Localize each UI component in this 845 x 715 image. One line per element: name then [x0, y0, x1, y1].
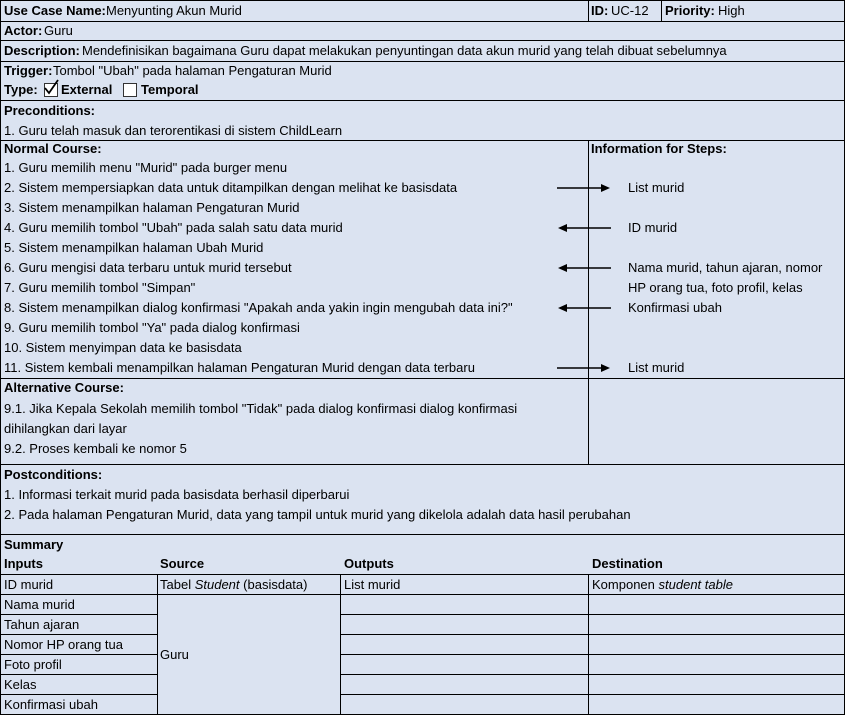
info-step-8: Konfirmasi ubah	[628, 300, 722, 315]
source-italic: Student	[194, 577, 240, 592]
arrow-left-icon	[557, 222, 611, 234]
normal-step: 1. Guru memilih menu "Murid" pada burger menu	[4, 160, 288, 175]
info-step-2: List murid	[628, 180, 685, 195]
checkmark-icon	[44, 81, 58, 95]
border-line	[340, 694, 845, 695]
actor-label: Actor:	[4, 23, 43, 38]
source-suffix: (basisdata)	[243, 577, 308, 592]
summary-input: ID murid	[4, 577, 54, 592]
id-value: UC-12	[611, 3, 649, 18]
summary-input: Foto profil	[4, 657, 62, 672]
border-line	[0, 40, 845, 41]
border-line	[0, 634, 157, 635]
info-step-6-cont: HP orang tua, foto profil, kelas	[628, 280, 803, 295]
border-line	[0, 694, 157, 695]
border-line	[0, 61, 845, 62]
border-line	[340, 614, 845, 615]
destination-italic: student table	[658, 577, 733, 592]
normal-step: 9. Guru memilih tombol "Ya" pada dialog konfirmasi	[4, 320, 300, 335]
priority-label: Priority:	[665, 3, 715, 18]
summary-destination	[592, 577, 733, 593]
normal-course-label: Normal Course:	[4, 141, 102, 156]
border-line	[340, 674, 845, 675]
border-line	[340, 574, 341, 715]
trigger-label: Trigger:	[4, 63, 53, 78]
border-line	[661, 0, 662, 21]
external-label: External	[61, 82, 113, 97]
border-line	[0, 21, 845, 22]
alternative-line: dihilangkan dari layar	[4, 421, 127, 436]
alternative-line: 9.1. Jika Kepala Sekolah memilih tombol "Tidak" pada dialog konfirmasi dialog konfirmasi	[4, 401, 518, 416]
postcondition-item: 1. Informasi terkait murid pada basisdata berhasil diperbarui	[4, 487, 350, 502]
destination-prefix: Komponen	[592, 577, 655, 592]
actor-value: Guru	[44, 23, 73, 38]
summary-input: Konfirmasi ubah	[4, 697, 98, 712]
arrow-right-icon	[557, 362, 611, 374]
border-line	[340, 654, 845, 655]
summary-source-merged: Guru	[160, 647, 189, 662]
summary-header-destination: Destination	[592, 556, 663, 571]
use-case-name-label: Use Case Name:	[4, 3, 106, 18]
border-line	[0, 0, 1, 715]
border-line	[0, 674, 157, 675]
description-label: Description:	[4, 43, 80, 58]
normal-step: 10. Sistem menyimpan data ke basisdata	[4, 340, 242, 355]
info-step-6: Nama murid, tahun ajaran, nomor	[628, 260, 823, 275]
description-value: Mendefinisikan bagaimana Guru dapat melakukan penyuntingan data akun murid yang telah dibuat sebelumnya	[82, 43, 727, 58]
info-for-steps-label: Information for Steps:	[591, 141, 727, 156]
temporal-checkbox[interactable]	[123, 83, 137, 97]
use-case-name-value: Menyunting Akun Murid	[106, 3, 242, 18]
border-line	[0, 594, 845, 595]
summary-input: Nama murid	[4, 597, 75, 612]
border-line	[0, 0, 845, 1]
border-line	[340, 634, 845, 635]
external-checkbox[interactable]	[44, 83, 58, 97]
id-label: ID:	[591, 3, 609, 18]
arrow-left-icon	[557, 302, 611, 314]
normal-step: 7. Guru memilih tombol "Simpan"	[4, 280, 196, 295]
summary-source	[160, 577, 307, 593]
summary-input: Nomor HP orang tua	[4, 637, 123, 652]
info-step-11: List murid	[628, 360, 685, 375]
border-line	[0, 100, 845, 101]
summary-output: List murid	[344, 577, 401, 592]
postcondition-item: 2. Pada halaman Pengaturan Murid, data yang tampil untuk murid yang dikelola adalah data hasil perubahan	[4, 507, 631, 522]
precondition-item: 1. Guru telah masuk dan terorentikasi di sistem ChildLearn	[4, 123, 343, 138]
normal-step: 4. Guru memilih tombol "Ubah" pada salah satu data murid	[4, 220, 343, 235]
summary-header-source: Source	[160, 556, 205, 571]
border-line	[157, 574, 158, 715]
info-step-4: ID murid	[628, 220, 678, 235]
border-line	[0, 654, 157, 655]
source-prefix: Tabel	[160, 577, 192, 592]
normal-step: 6. Guru mengisi data terbaru untuk murid tersebut	[4, 260, 292, 275]
arrow-right-icon	[557, 182, 611, 194]
border-line	[588, 0, 589, 21]
normal-step: 3. Sistem menampilkan halaman Pengaturan Murid	[4, 200, 300, 215]
summary-header-inputs: Inputs	[4, 556, 43, 571]
border-line	[0, 534, 845, 535]
summary-label: Summary	[4, 537, 64, 552]
normal-step: 5. Sistem menampilkan halaman Ubah Murid	[4, 240, 264, 255]
priority-value: High	[718, 3, 745, 18]
alternative-course-label: Alternative Course:	[4, 380, 124, 395]
postconditions-label: Postconditions:	[4, 467, 103, 482]
trigger-value: Tombol "Ubah" pada halaman Pengaturan Murid	[53, 63, 332, 78]
normal-step: 8. Sistem menampilkan dialog konfirmasi "Apakah anda yakin ingin mengubah data ini?"	[4, 300, 513, 315]
alternative-line: 9.2. Proses kembali ke nomor 5	[4, 441, 187, 456]
border-line	[0, 464, 845, 465]
summary-input: Kelas	[4, 677, 37, 692]
border-line	[0, 378, 845, 379]
type-label: Type:	[4, 82, 38, 97]
border-line	[588, 574, 589, 715]
summary-header-outputs: Outputs	[344, 556, 394, 571]
temporal-label: Temporal	[141, 82, 199, 97]
summary-input: Tahun ajaran	[4, 617, 80, 632]
preconditions-label: Preconditions:	[4, 103, 96, 118]
border-line	[0, 614, 157, 615]
normal-step: 11. Sistem kembali menampilkan halaman Pengaturan Murid dengan data terbaru	[4, 360, 475, 375]
arrow-left-icon	[557, 262, 611, 274]
border-line	[0, 574, 845, 575]
normal-step: 2. Sistem mempersiapkan data untuk ditampilkan dengan melihat ke basisdata	[4, 180, 458, 195]
